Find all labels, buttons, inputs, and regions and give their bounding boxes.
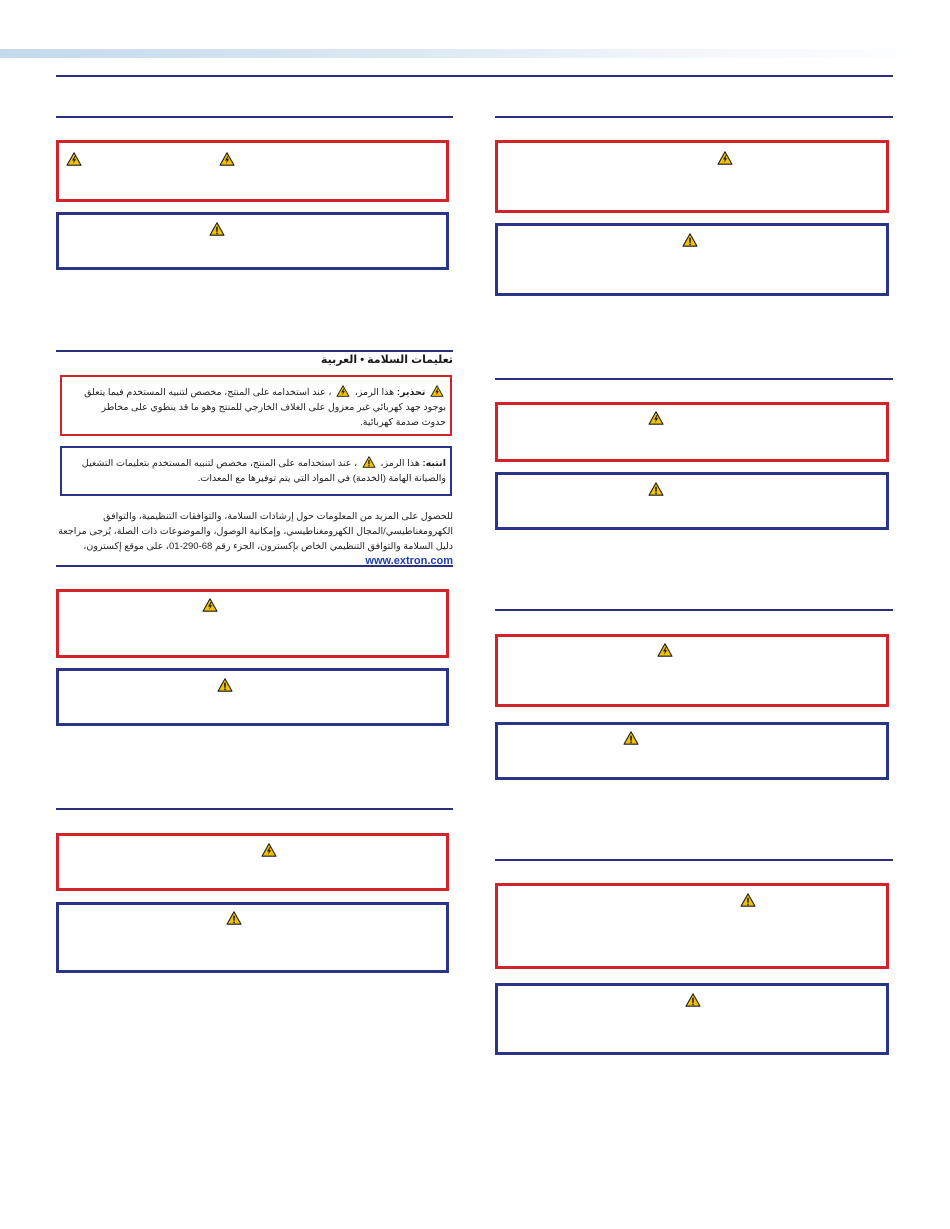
- warning-box: [56, 140, 449, 202]
- section-rule: [56, 565, 453, 567]
- arabic-caution-text: [68, 456, 446, 486]
- arabic-caution-text-1: هذا الرمز،: [380, 458, 420, 469]
- electric-shock-warning-icon: [66, 152, 82, 166]
- arabic-caution-label: انتبه:: [422, 458, 446, 469]
- exclamation-caution-icon: [623, 731, 639, 745]
- arabic-warning-text-2: ، عند استخدامه على المنتج، مخصص لتنبيه المستخدم فيما يتعلق بوجود جهد كهربائي غير معزول على الغلاف الخارجي للمنتج وهو ما قد ينطوي على مخاطر حدوث صدمة كهربائية.: [84, 387, 446, 428]
- caution-box: [56, 668, 449, 726]
- arabic-caution-text-2: ، عند استخدامه على المنتج، مخصص لتنبيه المستخدم بتعليمات التشغيل والصيانة الهامة (الخدمة) في المواد التي يتم توفيرها مع المعدات.: [81, 458, 446, 484]
- caution-box: [56, 902, 449, 973]
- electric-shock-warning-icon: [336, 385, 350, 397]
- exclamation-caution-icon: [217, 678, 233, 692]
- section-rule: [495, 116, 893, 118]
- arabic-info-paragraph: [56, 509, 453, 569]
- header-rule: [56, 75, 893, 77]
- exclamation-caution-icon: [362, 456, 376, 468]
- arabic-warning-text: [76, 385, 446, 430]
- section-rule: [56, 808, 453, 810]
- warning-box: [495, 883, 889, 969]
- section-rule: [495, 378, 893, 380]
- arabic-caution-box: [60, 446, 452, 496]
- section-rule: [495, 859, 893, 861]
- caution-box: [495, 983, 889, 1055]
- section-rule: [495, 609, 893, 611]
- arabic-warning-box: [60, 375, 452, 436]
- arabic-info-text: للحصول على المزيد من المعلومات حول إرشادات السلامة، والتوافقات التنظيمية، والتوافق الكهرومغناطيسي/المجال الكهرومغناطيسي، وإمكانية الوصول، والموضوعات ذات الصلة، يُرجى مراجعة دليل السلامة والتوافق التنظيمي الخاص بإكسترون، الجزء رقم 68-290-01، على موقع إكسترون،: [58, 511, 453, 552]
- arabic-section-title: تعليمات السلامة • العربية: [320, 354, 453, 366]
- warning-box: [495, 402, 889, 462]
- electric-shock-warning-icon: [430, 385, 444, 397]
- electric-shock-warning-icon: [261, 843, 277, 857]
- warning-box: [495, 634, 889, 707]
- caution-box: [495, 722, 889, 780]
- exclamation-caution-icon: [226, 911, 242, 925]
- exclamation-caution-icon: [740, 893, 756, 907]
- electric-shock-warning-icon: [202, 598, 218, 612]
- caution-box: [495, 472, 889, 530]
- warning-box: [56, 833, 449, 891]
- electric-shock-warning-icon: [657, 643, 673, 657]
- exclamation-caution-icon: [209, 222, 225, 236]
- exclamation-caution-icon: [685, 993, 701, 1007]
- arabic-warning-text-1: هذا الرمز،: [354, 387, 395, 398]
- section-rule-arabic: [56, 350, 453, 352]
- header-gradient-band: [0, 49, 950, 58]
- electric-shock-warning-icon: [219, 152, 235, 166]
- extron-website-link[interactable]: www.extron.com: [365, 555, 453, 567]
- exclamation-caution-icon: [648, 482, 664, 496]
- section-rule: [56, 116, 453, 118]
- caution-box: [495, 223, 889, 296]
- caution-box: [56, 212, 449, 270]
- arabic-warning-label: تحذير:: [396, 387, 426, 398]
- electric-shock-warning-icon: [717, 151, 733, 165]
- electric-shock-warning-icon: [648, 411, 664, 425]
- exclamation-caution-icon: [682, 233, 698, 247]
- warning-box: [495, 140, 889, 213]
- warning-box: [56, 589, 449, 658]
